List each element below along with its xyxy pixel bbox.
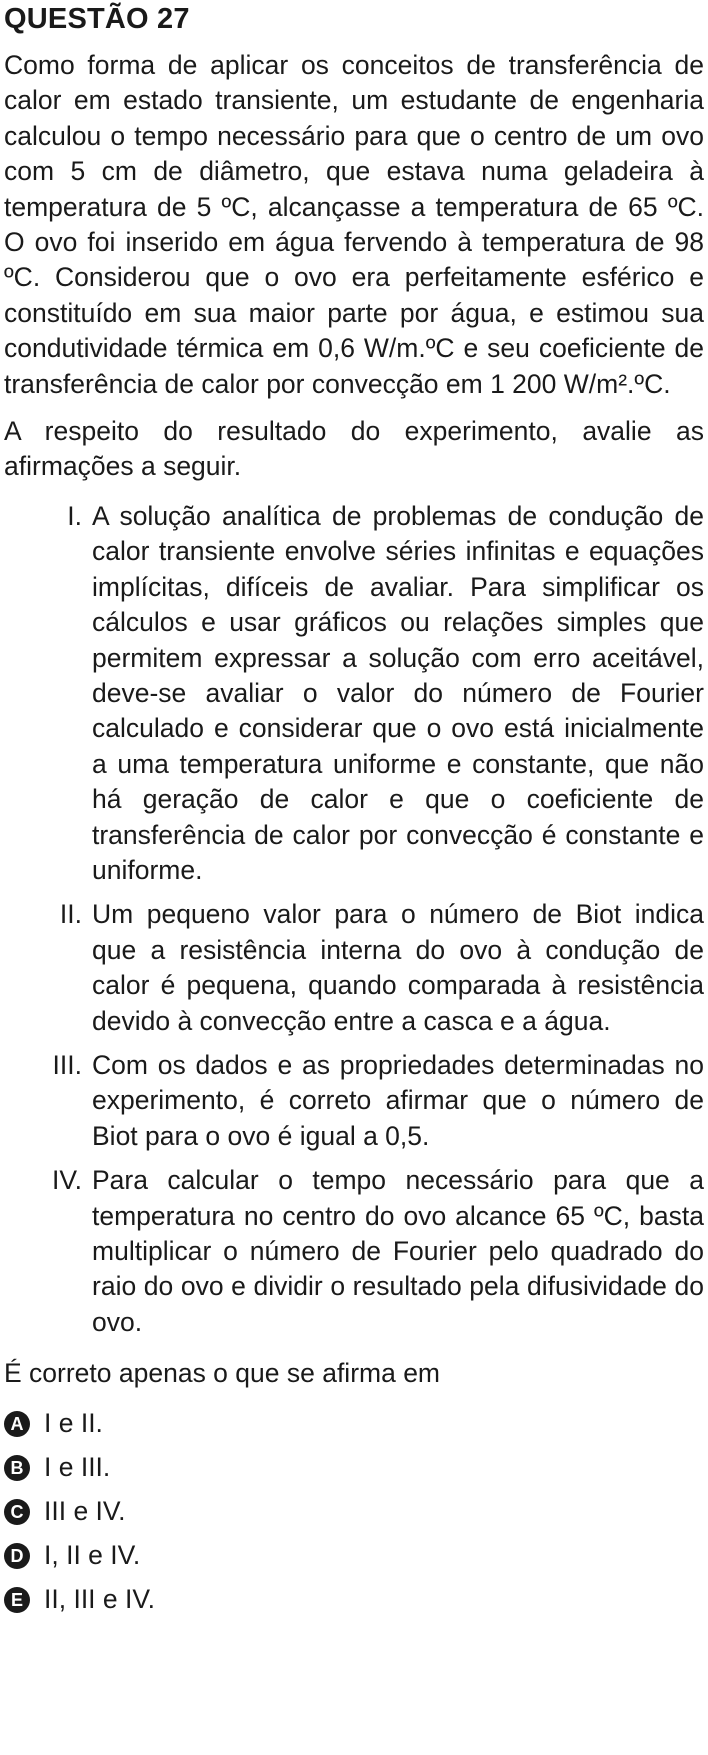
statement-item — [4, 1048, 704, 1154]
statement-number: III. — [52, 1049, 82, 1080]
option-letter-badge: A — [4, 1411, 30, 1437]
answer-option-d[interactable] — [4, 1534, 704, 1578]
answer-options — [4, 1402, 704, 1622]
statement-item — [4, 499, 704, 888]
option-text: I, II e IV. — [44, 1539, 141, 1570]
answer-option-e[interactable] — [4, 1578, 704, 1622]
option-letter-badge: D — [4, 1543, 30, 1569]
option-text: I e III. — [44, 1451, 111, 1482]
option-letter-badge: E — [4, 1587, 30, 1613]
statement-text: A solução analítica de problemas de condução de calor transiente envolve séries infinitas e equações implícitas, difíceis de avaliar. Para simplificar os cálculos e usar gráficos ou relações simples que permitem expressar a solução com erro aceitável, deve-se avaliar o valor do número de Fourier calculado e considerar que o ovo está inicialmente a uma temperatura uniforme e constante, que não há geração de calor e que o coeficiente de transferência de calor por convecção é constante e uniforme. — [92, 500, 704, 885]
statement-number: I. — [67, 500, 82, 531]
statement-text: Para calcular o tempo necessário para que a temperatura no centro do ovo alcance 65 ºC, basta multiplicar o número de Fourier pelo quadrado do raio do ovo e dividir o resultado pela difusividade do ovo. — [92, 1165, 704, 1337]
statement-item — [4, 897, 704, 1039]
question-prompt: É correto apenas o que se afirma em — [4, 1358, 441, 1389]
statement-number: II. — [59, 899, 82, 930]
answer-option-c[interactable] — [4, 1490, 704, 1534]
answer-option-b[interactable] — [4, 1446, 704, 1490]
statements-lead: A respeito do resultado do experimento, avalie as afirmações a seguir. — [4, 416, 704, 482]
answer-option-a[interactable] — [4, 1402, 704, 1446]
option-text: III e IV. — [44, 1495, 126, 1526]
option-letter-badge: B — [4, 1455, 30, 1481]
statement-number: IV. — [52, 1165, 82, 1196]
option-letter-badge: C — [4, 1499, 30, 1525]
statement-text: Um pequeno valor para o número de Biot indica que a resistência interna do ovo à condução de calor é pequena, quando comparada à resistência devido à convecção entre a casca e a água. — [92, 899, 704, 1036]
statement-text: Com os dados e as propriedades determinadas no experimento, é correto afirmar que o número de Biot para o ovo é igual a 0,5. — [92, 1049, 704, 1151]
question-stem: Como forma de aplicar os conceitos de transferência de calor em estado transiente, um estudante de engenharia calculou o tempo necessário para que o centro de um ovo com 5 cm de diâmetro, que estava numa geladeira à temperatura de 5 ºC, alcançasse a temperatura de 65 ºC. O ovo foi inserido em água fervendo à temperatura de 98 ºC. Considerou que o ovo era perfeitamente esférico e constituído em sua maior parte por água, e estimou sua condutividade térmica em 0,6 W/m.ºC e seu coeficiente de transferência de calor por convecção em 1 200 W/m².ºC. — [4, 50, 704, 399]
statements-list — [4, 499, 704, 1340]
statement-item — [4, 1163, 704, 1340]
option-text: II, III e IV. — [44, 1583, 155, 1614]
option-text: I e II. — [44, 1407, 103, 1438]
question-title: QUESTÃO 27 — [4, 3, 190, 35]
